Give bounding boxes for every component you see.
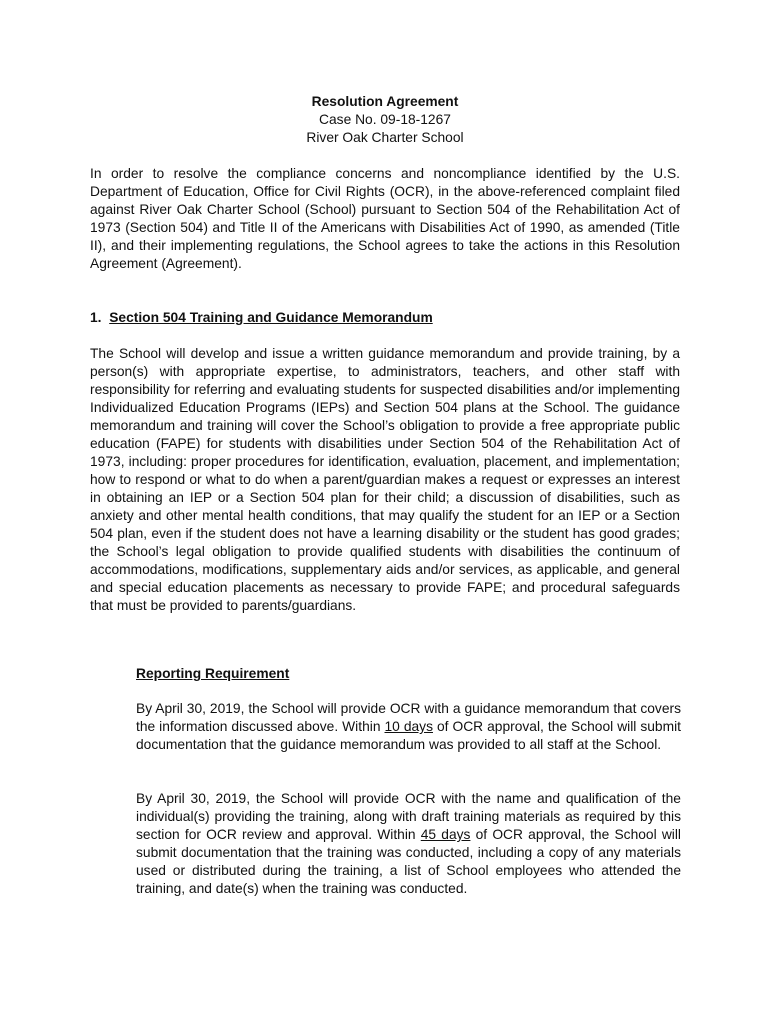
reporting-1-deadline: 10 days [384,719,433,734]
reporting-paragraph-1-text [136,700,681,754]
intro-text: In order to resolve the compliance concerns and noncompliance identified by the U.S. Department of Education, Office for Civil Rights (OCR), in the above-referenced complaint filed against River Oak Charter School (School) pursuant to Section 504 of the Rehabilitation Act of 1973 (Section 504) and Title II of the Americans with Disabilities Act of 1990, as amended (Title II), and their implementing regulations, the School agrees to take the actions in this Resolution Agreement (Agreement). [90,166,680,271]
document-header [0,93,770,147]
reporting-1-before: By April 30, 2019, the School will provide OCR with a guidance memorandum that covers the information discussed above. Within [136,701,681,734]
intro-paragraph [90,165,680,273]
reporting-2-after: of OCR approval, the School will submit documentation that the training was conducted, including a copy of any materials used or distributed during the training, a list of School employees who attended the training, and date(s) when the training was conducted. [136,827,681,896]
reporting-2-deadline: 45 days [420,827,471,842]
section-1-heading [90,309,433,327]
section-1-number: 1. [90,310,102,325]
reporting-requirement-heading: Reporting Requirement [136,666,290,681]
section-1-paragraph [90,345,680,615]
reporting-paragraph-1 [136,700,681,754]
section-1-title: Section 504 Training and Guidance Memorandum [109,310,433,325]
section-1-body: The School will develop and issue a written guidance memorandum and provide training, by a person(s) with appropriate expertise, to administrators, teachers, and other staff with responsibility for referring and evaluating students for suspected disabilities and/or implementing Individualized Education Programs (IEPs) and Section 504 plans at the School. The guidance memorandum and training will cover the School’s obligation to provide a free appropriate public education (FAPE) for students with disabilities under Section 504 of the Rehabilitation Act of 1973, including: proper procedures for identification, evaluation, placement, and implementation; how to respond or what to do when a parent/guardian makes a request or expresses an interest in obtaining an IEP or a Section 504 plan for their child; a discussion of disabilities, such as anxiety and other mental health conditions, that may qualify the student for an IEP or a Section 504 plan, even if the student does not have a learning disability or the student has good grades; the School’s legal obligation to provide qualified students with disabilities the continuum of accommodations, modifications, supplementary aids and/or services, as applicable, and general and special education placements as necessary to provide FAPE; and procedural safeguards that must be provided to parents/guardians. [90,346,680,613]
reporting-paragraph-2-text [136,790,681,898]
reporting-paragraph-2 [136,790,681,898]
case-number: Case No. 09-18-1267 [319,112,451,127]
school-name: River Oak Charter School [306,130,464,145]
document-title: Resolution Agreement [311,94,459,109]
reporting-2-before: By April 30, 2019, the School will provide OCR with the name and qualification of the individual(s) providing the training, along with draft training materials as required by this section for OCR review and approval. Within [136,791,681,842]
reporting-1-after: of OCR approval, the School will submit documentation that the guidance memorandum was provided to all staff at the School. [136,719,681,752]
